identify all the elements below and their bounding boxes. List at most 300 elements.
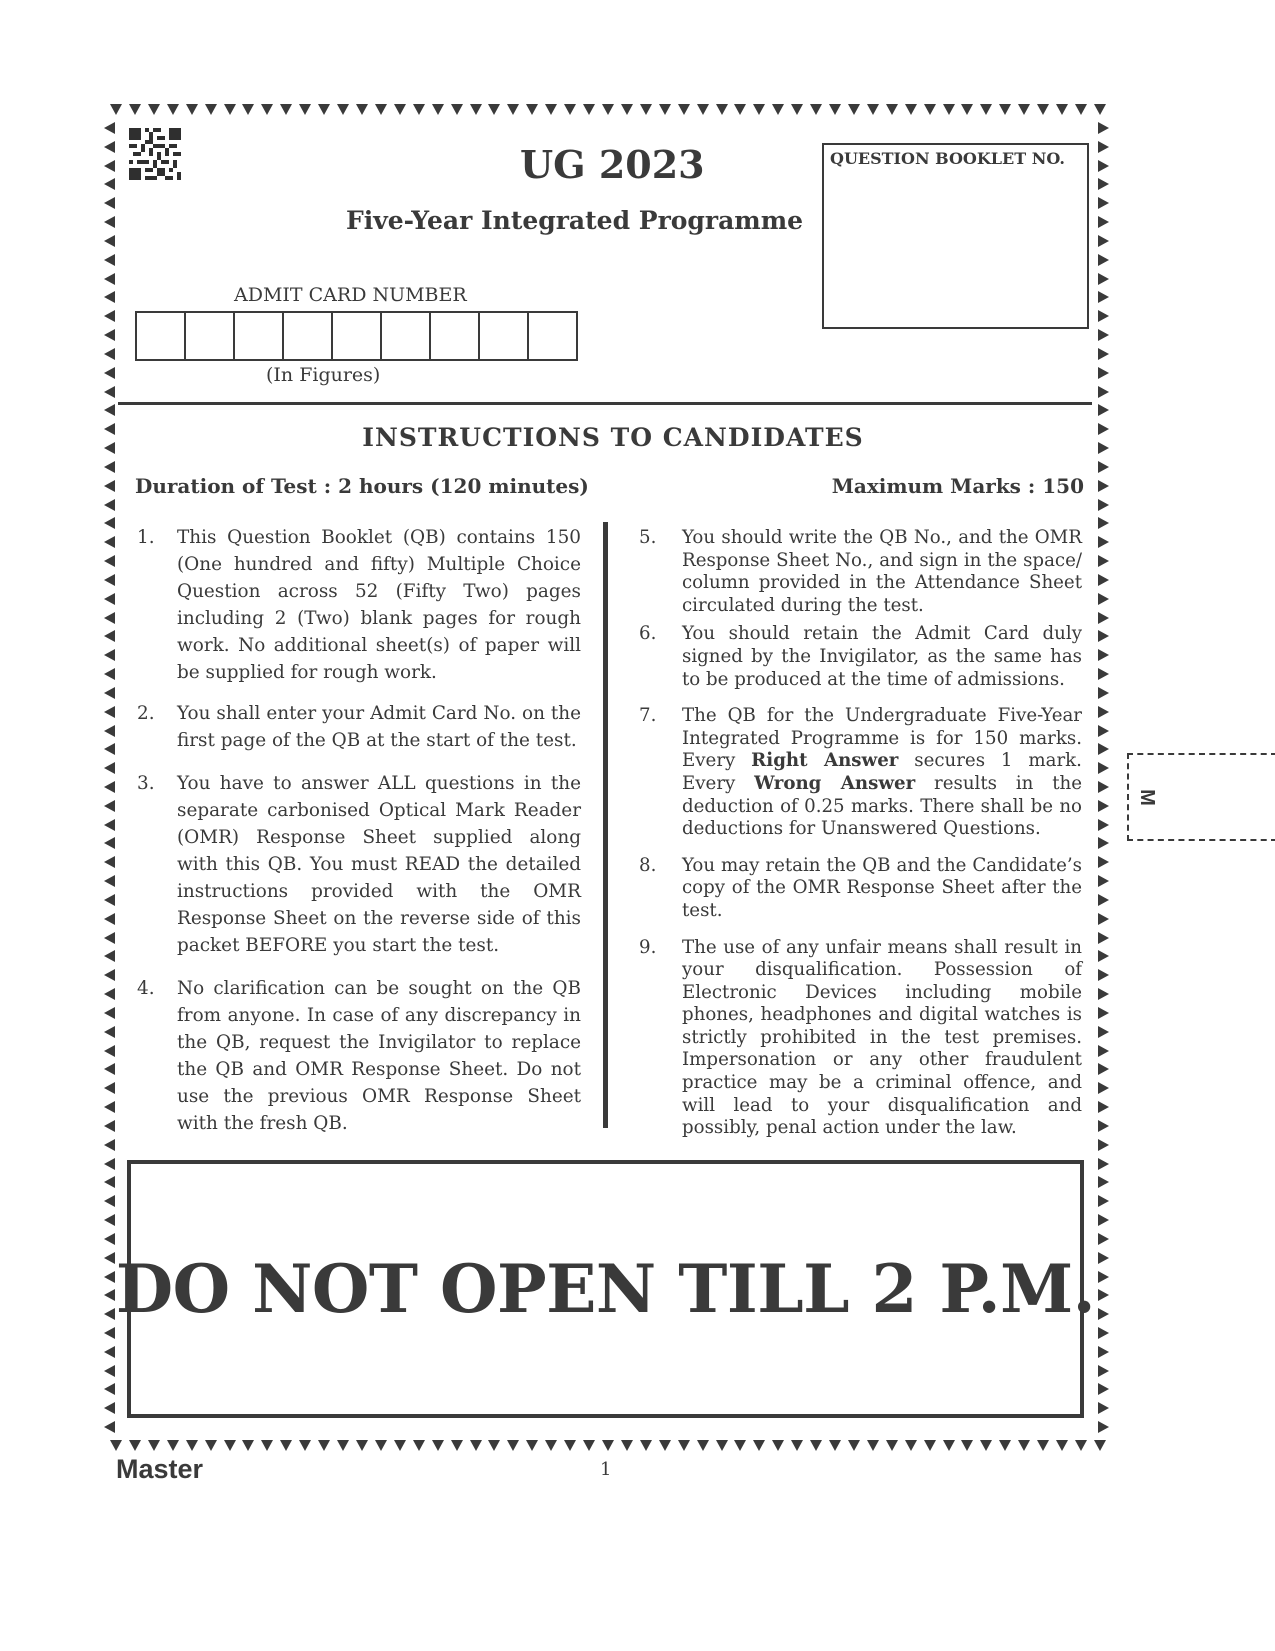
border-triangle	[104, 988, 115, 1000]
item-text-part: secures 1 mark. Every	[682, 750, 1082, 794]
border-triangle	[753, 104, 765, 115]
border-triangle	[104, 1233, 115, 1245]
admit-card-label: ADMIT CARD NUMBER	[234, 284, 467, 306]
border-triangle	[1098, 1158, 1109, 1170]
bold-phrase: Wrong Answer	[754, 772, 916, 794]
border-triangle	[1094, 104, 1106, 115]
master-label: Master	[116, 1454, 204, 1484]
item-number: 9.	[639, 936, 657, 958]
border-triangle	[1098, 329, 1109, 341]
list-item	[135, 770, 581, 959]
border-triangle	[526, 104, 538, 115]
border-triangle	[602, 1440, 614, 1451]
border-triangle	[148, 104, 160, 115]
border-triangle	[507, 1440, 519, 1451]
border-triangle	[1098, 1308, 1109, 1320]
border-triangle	[1098, 668, 1109, 680]
border-triangle	[1098, 310, 1109, 322]
border-triangle	[1098, 630, 1109, 642]
border-triangle	[507, 104, 519, 115]
border-triangle	[104, 1365, 115, 1377]
warning-box	[115, 1160, 1096, 1418]
question-booklet-label: QUESTION BOOKLET NO.	[830, 149, 1065, 168]
border-triangle	[432, 104, 444, 115]
border-triangle	[1098, 1101, 1109, 1113]
border-triangle	[451, 1440, 463, 1451]
border-triangle	[375, 1440, 387, 1451]
border-triangle	[1098, 706, 1109, 718]
border-triangle	[242, 104, 254, 115]
border-triangle	[905, 1440, 917, 1451]
border-triangle	[104, 913, 115, 925]
admit-card-number-field[interactable]	[135, 311, 578, 361]
border-triangle	[104, 291, 115, 303]
border-triangle	[1098, 141, 1109, 153]
border-triangle	[104, 273, 115, 285]
border-triangle	[104, 1327, 115, 1339]
border-triangle	[186, 1440, 198, 1451]
border-triangle	[104, 574, 115, 586]
border-triangle	[1098, 875, 1109, 887]
border-triangle	[1098, 856, 1109, 868]
header-divider	[118, 402, 1092, 405]
bold-phrase: Right Answer	[751, 750, 899, 772]
border-triangle	[734, 1440, 746, 1451]
border-triangle	[104, 235, 115, 247]
border-triangle	[1075, 104, 1087, 115]
instructions-heading: INSTRUCTIONS TO CANDIDATES	[362, 423, 864, 452]
border-triangle	[205, 1440, 217, 1451]
border-triangle	[1098, 1346, 1109, 1358]
border-triangle	[224, 1440, 236, 1451]
border-triangle	[104, 875, 115, 887]
border-triangle	[1098, 894, 1109, 906]
border-triangle	[1098, 762, 1109, 774]
border-triangle	[432, 1440, 444, 1451]
border-triangle	[356, 104, 368, 115]
border-triangle	[999, 1440, 1011, 1451]
series-letter: M	[1135, 788, 1158, 806]
instructions-right-column	[637, 527, 1082, 1154]
border-triangle	[1098, 254, 1109, 266]
border-triangle	[564, 1440, 576, 1451]
border-triangle	[1098, 1289, 1109, 1301]
warning-text: DO NOT OPEN TILL 2 P.M.	[115, 1250, 1096, 1328]
border-triangle	[224, 104, 236, 115]
border-triangle	[375, 104, 387, 115]
border-triangle	[1098, 235, 1109, 247]
border-triangle	[394, 104, 406, 115]
border-triangle	[488, 1440, 500, 1451]
border-triangle	[104, 762, 115, 774]
border-triangle	[1098, 1383, 1109, 1395]
border-triangle	[526, 1440, 538, 1451]
border-triangle	[104, 781, 115, 793]
border-triangle	[104, 1158, 115, 1170]
border-triangle	[1098, 950, 1109, 962]
programme-subtitle: Five-Year Integrated Programme	[346, 206, 804, 235]
border-triangle	[1098, 197, 1109, 209]
border-triangle	[104, 969, 115, 981]
border-triangle	[1098, 1139, 1109, 1151]
border-triangle	[980, 104, 992, 115]
page-number: 1	[600, 1459, 612, 1480]
item-text: The use of any unfair means shall result in your disqualification. Possession of Electronic Devices including mobile phones, headphones and digital watches is strictly prohibited in the test premises. Impersonation or any other fraudulent practice may be a criminal offence, and will lead to your disqualification and possibly, penal action under the law.	[682, 936, 1082, 1139]
border-triangle	[104, 1289, 115, 1301]
border-triangle	[1056, 1440, 1068, 1451]
max-marks-text: Maximum Marks : 150	[831, 474, 1084, 498]
border-triangle	[104, 1026, 115, 1038]
border-triangle	[167, 1440, 179, 1451]
border-triangle	[104, 178, 115, 190]
admit-card-digit-cell[interactable]	[235, 313, 284, 359]
border-triangle	[583, 1440, 595, 1451]
border-triangle	[1098, 1233, 1109, 1245]
page-title: UG 2023	[520, 142, 705, 187]
border-triangle	[356, 1440, 368, 1451]
border-triangle	[1098, 1421, 1109, 1433]
border-triangle	[104, 555, 115, 567]
border-triangle	[1075, 1440, 1087, 1451]
item-text-part: results in the deduction of 0.25 marks. There shall be no deductions for Unanswered Questions.	[682, 772, 1082, 840]
qr-code-icon	[129, 128, 181, 180]
border-triangle	[640, 104, 652, 115]
border-triangle	[1098, 988, 1109, 1000]
border-triangle	[602, 104, 614, 115]
border-triangle	[148, 1440, 160, 1451]
border-triangle	[470, 1440, 482, 1451]
border-triangle	[104, 1063, 115, 1075]
border-triangle	[1098, 1063, 1109, 1075]
series-side-tab	[1127, 753, 1275, 841]
admit-card-digit-cell[interactable]	[431, 313, 480, 359]
admit-card-digit-cell[interactable]	[333, 313, 382, 359]
border-triangle	[280, 1440, 292, 1451]
border-triangle	[104, 517, 115, 529]
border-triangle	[1098, 1214, 1109, 1226]
border-triangle	[772, 104, 784, 115]
border-triangle	[104, 1383, 115, 1395]
border-triangle	[1098, 1007, 1109, 1019]
border-triangle	[104, 1252, 115, 1264]
border-triangle	[1098, 536, 1109, 548]
border-triangle	[104, 593, 115, 605]
border-triangle	[1098, 291, 1109, 303]
duration-text: Duration of Test : 2 hours (120 minutes)	[135, 474, 589, 498]
border-triangle	[545, 104, 557, 115]
border-triangle	[564, 104, 576, 115]
border-triangle	[886, 1440, 898, 1451]
border-triangle	[104, 160, 115, 172]
border-triangle	[1098, 480, 1109, 492]
border-triangle	[1098, 932, 1109, 944]
border-triangle	[943, 1440, 955, 1451]
border-triangle	[129, 104, 141, 115]
border-triangle	[104, 856, 115, 868]
list-item	[135, 524, 581, 686]
border-triangle	[451, 104, 463, 115]
border-triangle	[697, 104, 709, 115]
list-item	[637, 527, 1082, 617]
border-triangle	[104, 461, 115, 473]
border-triangle	[104, 1120, 115, 1132]
border-triangle	[280, 104, 292, 115]
item-number: 7.	[639, 705, 657, 727]
border-triangle	[104, 1402, 115, 1414]
column-divider	[603, 522, 608, 1128]
border-triangle	[1098, 1026, 1109, 1038]
border-triangle	[261, 1440, 273, 1451]
list-item	[637, 623, 1082, 691]
border-triangle	[104, 1214, 115, 1226]
border-triangle	[104, 743, 115, 755]
border-triangle	[1098, 348, 1109, 360]
border-triangle	[791, 104, 803, 115]
border-triangle	[999, 104, 1011, 115]
border-triangle	[104, 197, 115, 209]
border-triangle	[1098, 913, 1109, 925]
border-triangle	[1037, 104, 1049, 115]
border-triangle	[104, 819, 115, 831]
border-triangle	[1098, 743, 1109, 755]
border-triangle	[104, 630, 115, 642]
border-triangle	[1098, 160, 1109, 172]
border-triangle	[716, 1440, 728, 1451]
border-triangle	[1056, 104, 1068, 115]
list-item	[637, 705, 1082, 841]
border-triangle	[924, 1440, 936, 1451]
border-triangle	[104, 1045, 115, 1057]
border-triangle	[961, 1440, 973, 1451]
border-triangle	[104, 499, 115, 511]
border-triangle	[886, 104, 898, 115]
border-triangle	[104, 894, 115, 906]
border-triangle	[1098, 781, 1109, 793]
border-triangle	[394, 1440, 406, 1451]
border-triangle	[810, 104, 822, 115]
item-text: You have to answer ALL questions in the separate carbonised Optical Mark Reader (OMR) Response Sheet supplied along with this QB. You must READ the detailed instructions provided with the OMR Response Sheet on the reverse side of this packet BEFORE you start the test.	[177, 773, 581, 956]
border-triangle	[104, 1082, 115, 1094]
border-triangle	[1098, 819, 1109, 831]
list-item	[637, 855, 1082, 923]
admit-card-digit-cell[interactable]	[480, 313, 529, 359]
border-triangle	[621, 104, 633, 115]
border-triangle	[104, 1139, 115, 1151]
border-triangle	[640, 1440, 652, 1451]
border-top-triangles	[110, 104, 1106, 115]
border-triangle	[1098, 1120, 1109, 1132]
border-triangle	[924, 104, 936, 115]
border-triangle	[829, 1440, 841, 1451]
item-text-part: The QB for the Undergraduate Five-Year Integrated Programme is for 150 marks. Every	[682, 705, 1082, 772]
border-triangle	[1098, 122, 1109, 134]
admit-card-digit-cell[interactable]	[137, 313, 186, 359]
border-triangle	[337, 104, 349, 115]
border-triangle	[261, 104, 273, 115]
border-triangle	[186, 104, 198, 115]
border-triangle	[413, 1440, 425, 1451]
border-triangle	[961, 104, 973, 115]
item-text	[682, 705, 1082, 841]
border-triangle	[104, 668, 115, 680]
border-triangle	[1098, 593, 1109, 605]
border-triangle	[867, 1440, 879, 1451]
item-text: You should write the QB No., and the OMR Response Sheet No., and sign in the space/ column provided in the Attendance Sheet circulated during the test.	[682, 527, 1082, 616]
instructions-left-column	[135, 524, 581, 1151]
border-triangle	[1098, 969, 1109, 981]
border-triangle	[848, 104, 860, 115]
border-triangle	[104, 216, 115, 228]
admit-card-digit-cell[interactable]	[529, 313, 576, 359]
border-triangle	[104, 932, 115, 944]
border-triangle	[104, 423, 115, 435]
border-triangle	[1098, 612, 1109, 624]
border-triangle	[1037, 1440, 1049, 1451]
border-triangle	[1098, 1252, 1109, 1264]
border-triangle	[104, 1308, 115, 1320]
border-bottom-triangles	[110, 1440, 1106, 1451]
border-triangle	[104, 386, 115, 398]
border-triangle	[104, 348, 115, 360]
border-triangle	[318, 104, 330, 115]
item-number: 3.	[137, 773, 155, 794]
border-triangle	[299, 1440, 311, 1451]
border-triangle	[810, 1440, 822, 1451]
border-triangle	[488, 104, 500, 115]
border-triangle	[337, 1440, 349, 1451]
border-triangle	[104, 950, 115, 962]
border-triangle	[104, 536, 115, 548]
item-text: You should retain the Admit Card duly signed by the Invigilator, as the same has to be produced at the time of admissions.	[682, 623, 1082, 690]
border-triangle	[753, 1440, 765, 1451]
border-triangle	[678, 104, 690, 115]
border-triangle	[829, 104, 841, 115]
border-triangle	[104, 480, 115, 492]
border-triangle	[1098, 1082, 1109, 1094]
border-triangle	[104, 649, 115, 661]
border-triangle	[1018, 104, 1030, 115]
border-triangle	[104, 706, 115, 718]
border-triangle	[104, 404, 115, 416]
border-triangle	[104, 329, 115, 341]
question-booklet-number-box[interactable]	[822, 143, 1089, 329]
border-triangle	[104, 141, 115, 153]
border-triangle	[1098, 216, 1109, 228]
border-triangle	[1098, 461, 1109, 473]
border-triangle	[104, 1421, 115, 1433]
border-triangle	[205, 104, 217, 115]
border-triangle	[104, 442, 115, 454]
border-triangle	[980, 1440, 992, 1451]
border-triangle	[1098, 386, 1109, 398]
item-text: You shall enter your Admit Card No. on the first page of the QB at the start of the test.	[177, 703, 581, 751]
border-triangle	[905, 104, 917, 115]
border-triangle	[104, 1176, 115, 1188]
border-triangle	[1098, 1195, 1109, 1207]
border-triangle	[1098, 178, 1109, 190]
border-triangle	[1098, 1327, 1109, 1339]
item-number: 6.	[639, 623, 657, 645]
border-triangle	[413, 104, 425, 115]
border-triangle	[242, 1440, 254, 1451]
border-triangle	[1098, 725, 1109, 737]
border-triangle	[1098, 574, 1109, 586]
border-left-triangles	[104, 122, 115, 1434]
border-triangle	[1094, 1440, 1106, 1451]
border-triangle	[716, 104, 728, 115]
border-triangle	[1098, 499, 1109, 511]
border-triangle	[104, 687, 115, 699]
border-triangle	[621, 1440, 633, 1451]
border-triangle	[943, 104, 955, 115]
border-triangle	[104, 612, 115, 624]
admit-card-digit-cell[interactable]	[382, 313, 431, 359]
border-triangle	[734, 104, 746, 115]
item-number: 2.	[137, 703, 155, 724]
list-item	[135, 975, 581, 1137]
border-triangle	[659, 104, 671, 115]
item-number: 8.	[639, 854, 657, 876]
admit-card-digit-cell[interactable]	[284, 313, 333, 359]
border-triangle	[1098, 687, 1109, 699]
admit-card-digit-cell[interactable]	[186, 313, 235, 359]
border-triangle	[129, 1440, 141, 1451]
border-triangle	[104, 1007, 115, 1019]
item-number: 5.	[639, 527, 657, 548]
border-triangle	[1098, 1271, 1109, 1283]
border-triangle	[299, 104, 311, 115]
border-triangle	[867, 104, 879, 115]
border-triangle	[1098, 1365, 1109, 1377]
border-triangle	[104, 254, 115, 266]
border-triangle	[110, 1440, 122, 1451]
border-triangle	[1098, 517, 1109, 529]
border-triangle	[1098, 1176, 1109, 1188]
border-triangle	[110, 104, 122, 115]
border-triangle	[104, 837, 115, 849]
border-triangle	[104, 367, 115, 379]
border-triangle	[167, 104, 179, 115]
border-triangle	[848, 1440, 860, 1451]
border-triangle	[1098, 404, 1109, 416]
border-triangle	[791, 1440, 803, 1451]
border-triangle	[583, 104, 595, 115]
border-triangle	[772, 1440, 784, 1451]
border-triangle	[1098, 367, 1109, 379]
border-triangle	[697, 1440, 709, 1451]
border-triangle	[1098, 273, 1109, 285]
border-triangle	[104, 1195, 115, 1207]
item-number: 4.	[137, 978, 155, 999]
border-triangle	[104, 725, 115, 737]
border-triangle	[678, 1440, 690, 1451]
list-item	[135, 700, 581, 754]
item-number: 1.	[137, 527, 155, 548]
admit-card-hint: (In Figures)	[266, 364, 381, 386]
item-text: You may retain the QB and the Candidate’s copy of the OMR Response Sheet after the test.	[682, 854, 1082, 921]
border-triangle	[1098, 649, 1109, 661]
border-triangle	[104, 1101, 115, 1113]
list-item	[637, 937, 1082, 1140]
border-right-triangles	[1098, 122, 1109, 1434]
border-triangle	[470, 104, 482, 115]
border-triangle	[659, 1440, 671, 1451]
border-triangle	[104, 1271, 115, 1283]
border-triangle	[104, 1346, 115, 1358]
item-text: This Question Booklet (QB) contains 150 (One hundred and fifty) Multiple Choice Question across 52 (Fifty Two) pages including 2 (Two) blank pages for rough work. No additional sheet(s) of paper will be supplied for rough work.	[177, 527, 581, 683]
border-triangle	[1018, 1440, 1030, 1451]
border-triangle	[104, 122, 115, 134]
